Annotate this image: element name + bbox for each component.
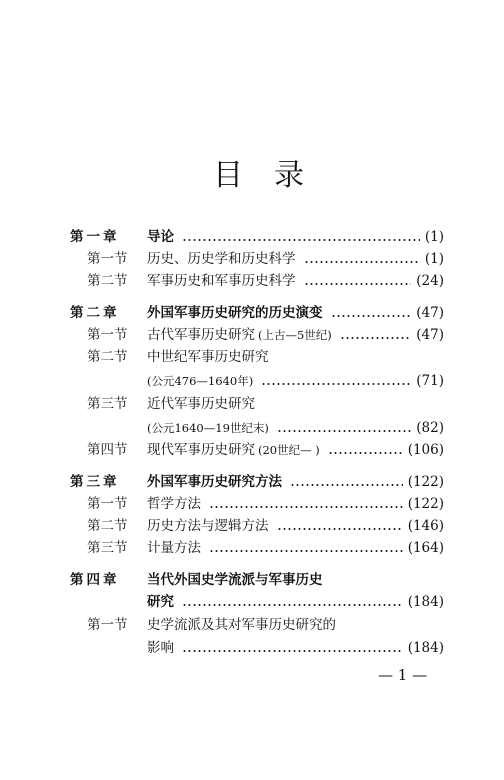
entry-title — [147, 248, 296, 270]
entry-title — [147, 302, 323, 324]
entry-title — [147, 370, 253, 392]
section-number: 第一节 — [87, 617, 128, 633]
toc-entry — [0, 471, 504, 493]
entry-period: (公元1640—19世纪末) — [147, 421, 269, 435]
page-number: — 1 — — [378, 666, 428, 684]
toc-entry — [0, 226, 504, 248]
entry-page-number: (184) — [407, 640, 444, 656]
leader-dots — [304, 261, 420, 263]
toc-title-char-2: 录 — [274, 158, 304, 193]
toc-entry — [0, 324, 504, 346]
entry-page-number: (82) — [416, 420, 444, 436]
leader-dots — [290, 484, 403, 486]
section-number: 第三节 — [87, 540, 128, 556]
entry-title-text: 外国军事历史研究方法 — [147, 474, 282, 490]
entry-page-number: (106) — [407, 442, 444, 458]
entry-title — [147, 417, 269, 439]
entry-title-text: 导论 — [147, 229, 174, 245]
entry-title-text: 史学流派及其对军事历史研究的 — [147, 617, 336, 633]
leader-dots — [277, 528, 403, 530]
entry-title — [147, 324, 332, 346]
entry-title-text: 现代军事历史研究 — [147, 442, 255, 458]
toc-entry — [0, 637, 504, 659]
leader-dots — [209, 550, 403, 552]
entry-title — [147, 591, 174, 613]
entry-title-text: 研究 — [147, 594, 174, 610]
toc-entry — [0, 515, 504, 537]
entry-page-number: (24) — [416, 273, 444, 289]
entry-page-number: (122) — [407, 474, 444, 490]
leader-dots — [304, 283, 411, 285]
section-number: 第二节 — [87, 518, 128, 534]
entry-title — [147, 226, 174, 248]
toc-title-char-1: 目 — [213, 158, 243, 193]
section-number: 第一节 — [87, 251, 128, 267]
leader-dots — [182, 604, 403, 606]
chapter-number: 第二章 — [70, 305, 120, 321]
entry-title — [147, 471, 282, 493]
toc-entry — [0, 270, 504, 292]
entry-title-text: 哲学方法 — [147, 496, 201, 512]
entry-title-text: 古代军事历史研究 — [147, 327, 255, 343]
toc-entry — [0, 614, 504, 636]
leader-dots — [340, 337, 411, 339]
entry-period: (20世纪— ) — [258, 443, 320, 457]
entry-title — [147, 637, 174, 659]
section-number: 第三节 — [87, 396, 128, 412]
entry-title — [147, 393, 255, 415]
entry-page-number: (1) — [424, 229, 444, 245]
toc-entry — [0, 302, 504, 324]
entry-title — [147, 515, 269, 537]
entry-page-number: (1) — [424, 251, 444, 267]
entry-page-number: (47) — [416, 327, 444, 343]
leader-dots — [328, 452, 403, 454]
entry-title — [147, 614, 336, 636]
entry-page-number: (47) — [416, 305, 444, 321]
toc-entry — [0, 591, 504, 613]
section-number: 第一节 — [87, 496, 128, 512]
toc-entry — [0, 493, 504, 515]
chapter-number: 第一章 — [70, 229, 120, 245]
leader-dots — [277, 430, 411, 432]
entry-title-text: 历史方法与逻辑方法 — [147, 518, 269, 534]
entry-title — [147, 493, 201, 515]
entry-page-number: (184) — [407, 594, 444, 610]
entry-title-text: 历史、历史学和历史科学 — [147, 251, 296, 267]
leader-dots — [209, 506, 403, 508]
toc-entry — [0, 370, 504, 392]
entry-period: (上古—5世纪) — [258, 328, 332, 342]
section-number: 第一节 — [87, 327, 128, 343]
entry-title — [147, 346, 269, 368]
entry-title-text: 当代外国史学流派与军事历史 — [147, 572, 323, 588]
toc-entry — [0, 569, 504, 591]
entry-title — [147, 439, 320, 461]
entry-title — [147, 569, 323, 591]
toc-entry — [0, 439, 504, 461]
entry-page-number: (164) — [407, 540, 444, 556]
toc-entry — [0, 393, 504, 415]
entry-title-text: 计量方法 — [147, 540, 201, 556]
toc-entry — [0, 248, 504, 270]
chapter-number: 第四章 — [70, 572, 120, 588]
chapter-number: 第三章 — [70, 474, 120, 490]
entry-title-text: 近代军事历史研究 — [147, 396, 255, 412]
toc-entry — [0, 346, 504, 368]
entry-title-text: 外国军事历史研究的历史演变 — [147, 305, 323, 321]
entry-period: (公元476—1640年) — [147, 374, 254, 388]
section-number: 第二节 — [87, 273, 128, 289]
leader-dots — [261, 383, 411, 385]
section-number: 第四节 — [87, 442, 128, 458]
entry-title-text: 影响 — [147, 640, 174, 656]
entry-title — [147, 270, 296, 292]
entry-title — [147, 537, 201, 559]
toc-entry — [0, 537, 504, 559]
leader-dots — [331, 315, 411, 317]
toc-entry — [0, 417, 504, 439]
entry-title-text: 军事历史和军事历史科学 — [147, 273, 296, 289]
section-number: 第二节 — [87, 349, 128, 365]
leader-dots — [182, 650, 403, 652]
entry-title-text: 中世纪军事历史研究 — [147, 349, 269, 365]
entry-page-number: (122) — [407, 496, 444, 512]
entry-page-number: (71) — [416, 373, 444, 389]
leader-dots — [182, 239, 420, 241]
entry-page-number: (146) — [407, 518, 444, 534]
